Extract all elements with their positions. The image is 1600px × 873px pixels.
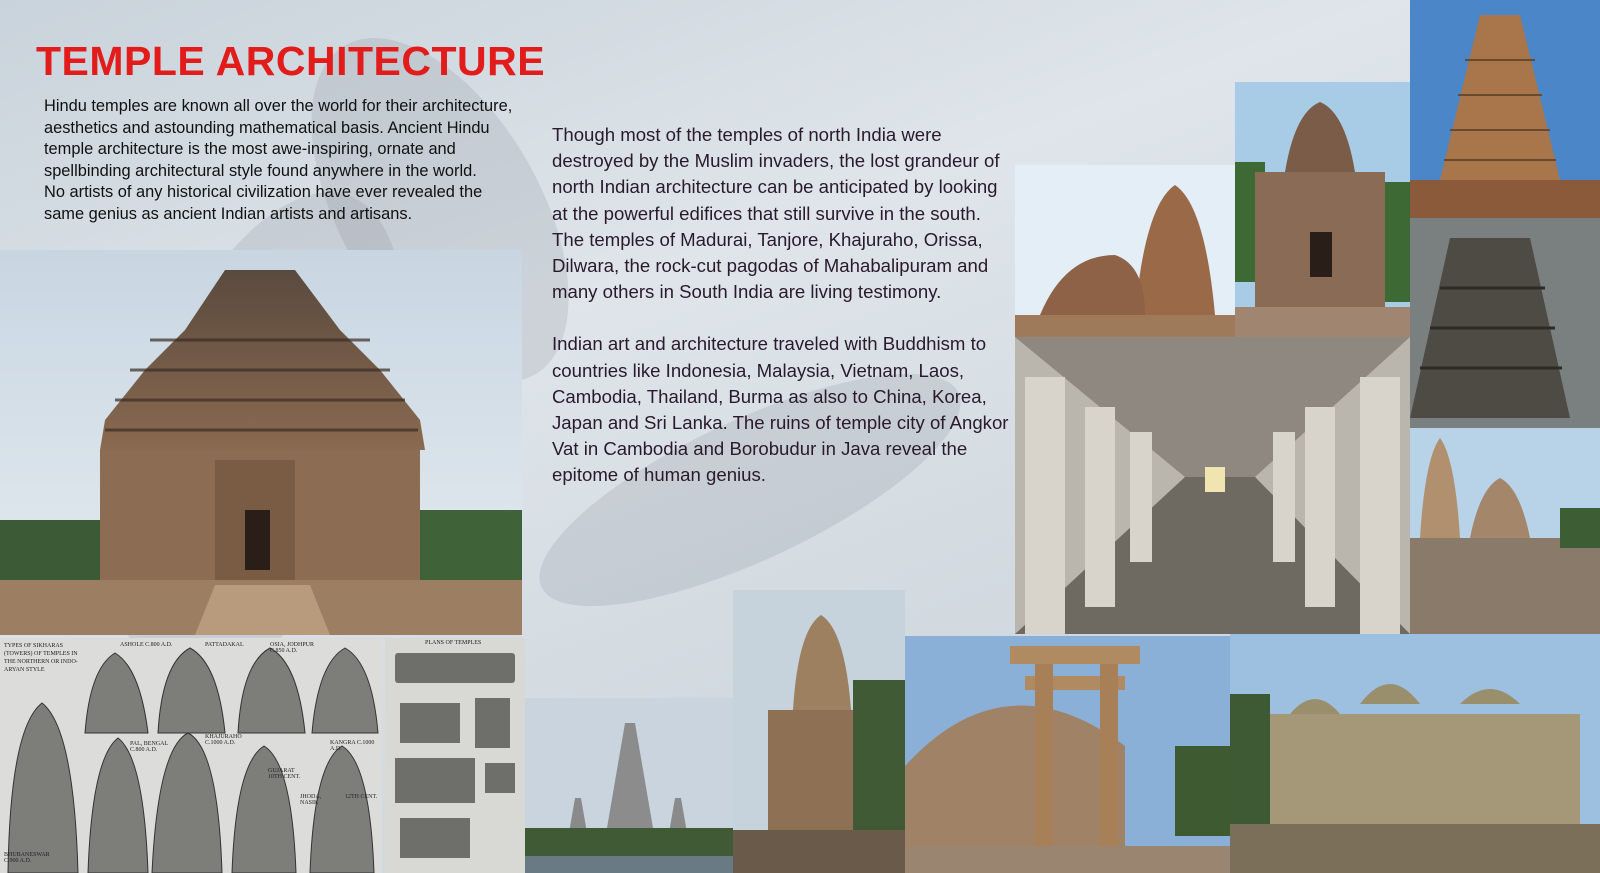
rock-temple-photo <box>1410 218 1600 428</box>
sikhara-sketch-illustration <box>0 638 382 873</box>
temple-plans-illustration <box>385 638 525 873</box>
plans-caption: PLANS OF TEMPLES <box>425 640 482 646</box>
sketch-label: OSIA, JODHPUR C.850 A.D. <box>270 642 315 654</box>
body-text <box>552 122 1012 515</box>
pavilion-temple-photo <box>1230 634 1600 873</box>
body-paragraph: Though most of the temples of north India were destroyed by the Muslim invaders, the lost grandeur of north Indian architecture can be anticipated by looking at the powerful edifices that still survive in the south. The temples of Madurai, Tanjore, Khajuraho, Orissa, Dilwara, the rock-cut pagodas of Mahabalipuram and many others in South India are living testimony. <box>552 124 1000 303</box>
sketch-label: GUJARAT 10TH CENT. <box>268 768 301 780</box>
page-title: TEMPLE ARCHITECTURE <box>36 38 546 84</box>
intro-text <box>44 96 524 225</box>
jagannath-temple-photo <box>1410 428 1600 634</box>
sikhara-caption: TYPES OF SIKHARAS (TOWERS) OF TEMPLES IN THE NORTHERN OR INDO-ARYAN STYLE <box>4 643 78 673</box>
sketch-label: KHAJURAHO C.1000 A.D. <box>205 734 242 746</box>
intro-paragraph: No artists of any historical civilization have ever revealed the same genius as ancient Indian artists and artisans. <box>44 183 483 223</box>
sketch-label: ASHOLE C.800 A.D. <box>120 642 173 648</box>
konark-temple-photo <box>0 250 522 635</box>
intro-paragraph: Hindu temples are known all over the world for their architecture, aesthetics and astounding mathematical basis. Ancient Hindu temple architecture is the most awe-inspiring, ornate and spellbinding architectural style found anywhere in the world. <box>44 97 513 180</box>
pillared-corridor-photo <box>1015 337 1410 634</box>
sketch-label: PAL, BENGAL C.800 A.D. <box>130 741 168 753</box>
sanchi-stupa-photo <box>905 636 1230 873</box>
orissa-temple-photo <box>1015 165 1235 337</box>
sketch-label: JHODA, NASIK <box>300 794 322 806</box>
sketch-label: 12TH CENT. <box>345 794 378 800</box>
tanjore-temple-photo <box>1410 0 1600 218</box>
body-paragraph: Indian art and architecture traveled with Buddhism to countries like Indonesia, Malaysia, Vietnam, Laos, Cambodia, Thailand, Burma as also to China, Korea, Japan and Sri Lanka. The ruins of temple city of Angkor Vat in Cambodia and Borobudur in Java reveal the epitome of human genius. <box>552 333 1009 486</box>
sketch-label: PATTADAKAL <box>205 642 244 648</box>
wat-arun-photo <box>525 698 733 873</box>
rajarani-temple-photo <box>1235 82 1410 337</box>
sketch-label: KANGRA C.1000 A.D. <box>330 740 375 752</box>
sketch-label: BHUBANESWAR C.900 A.D. <box>4 852 50 864</box>
shikhara-temple-photo <box>733 590 905 873</box>
